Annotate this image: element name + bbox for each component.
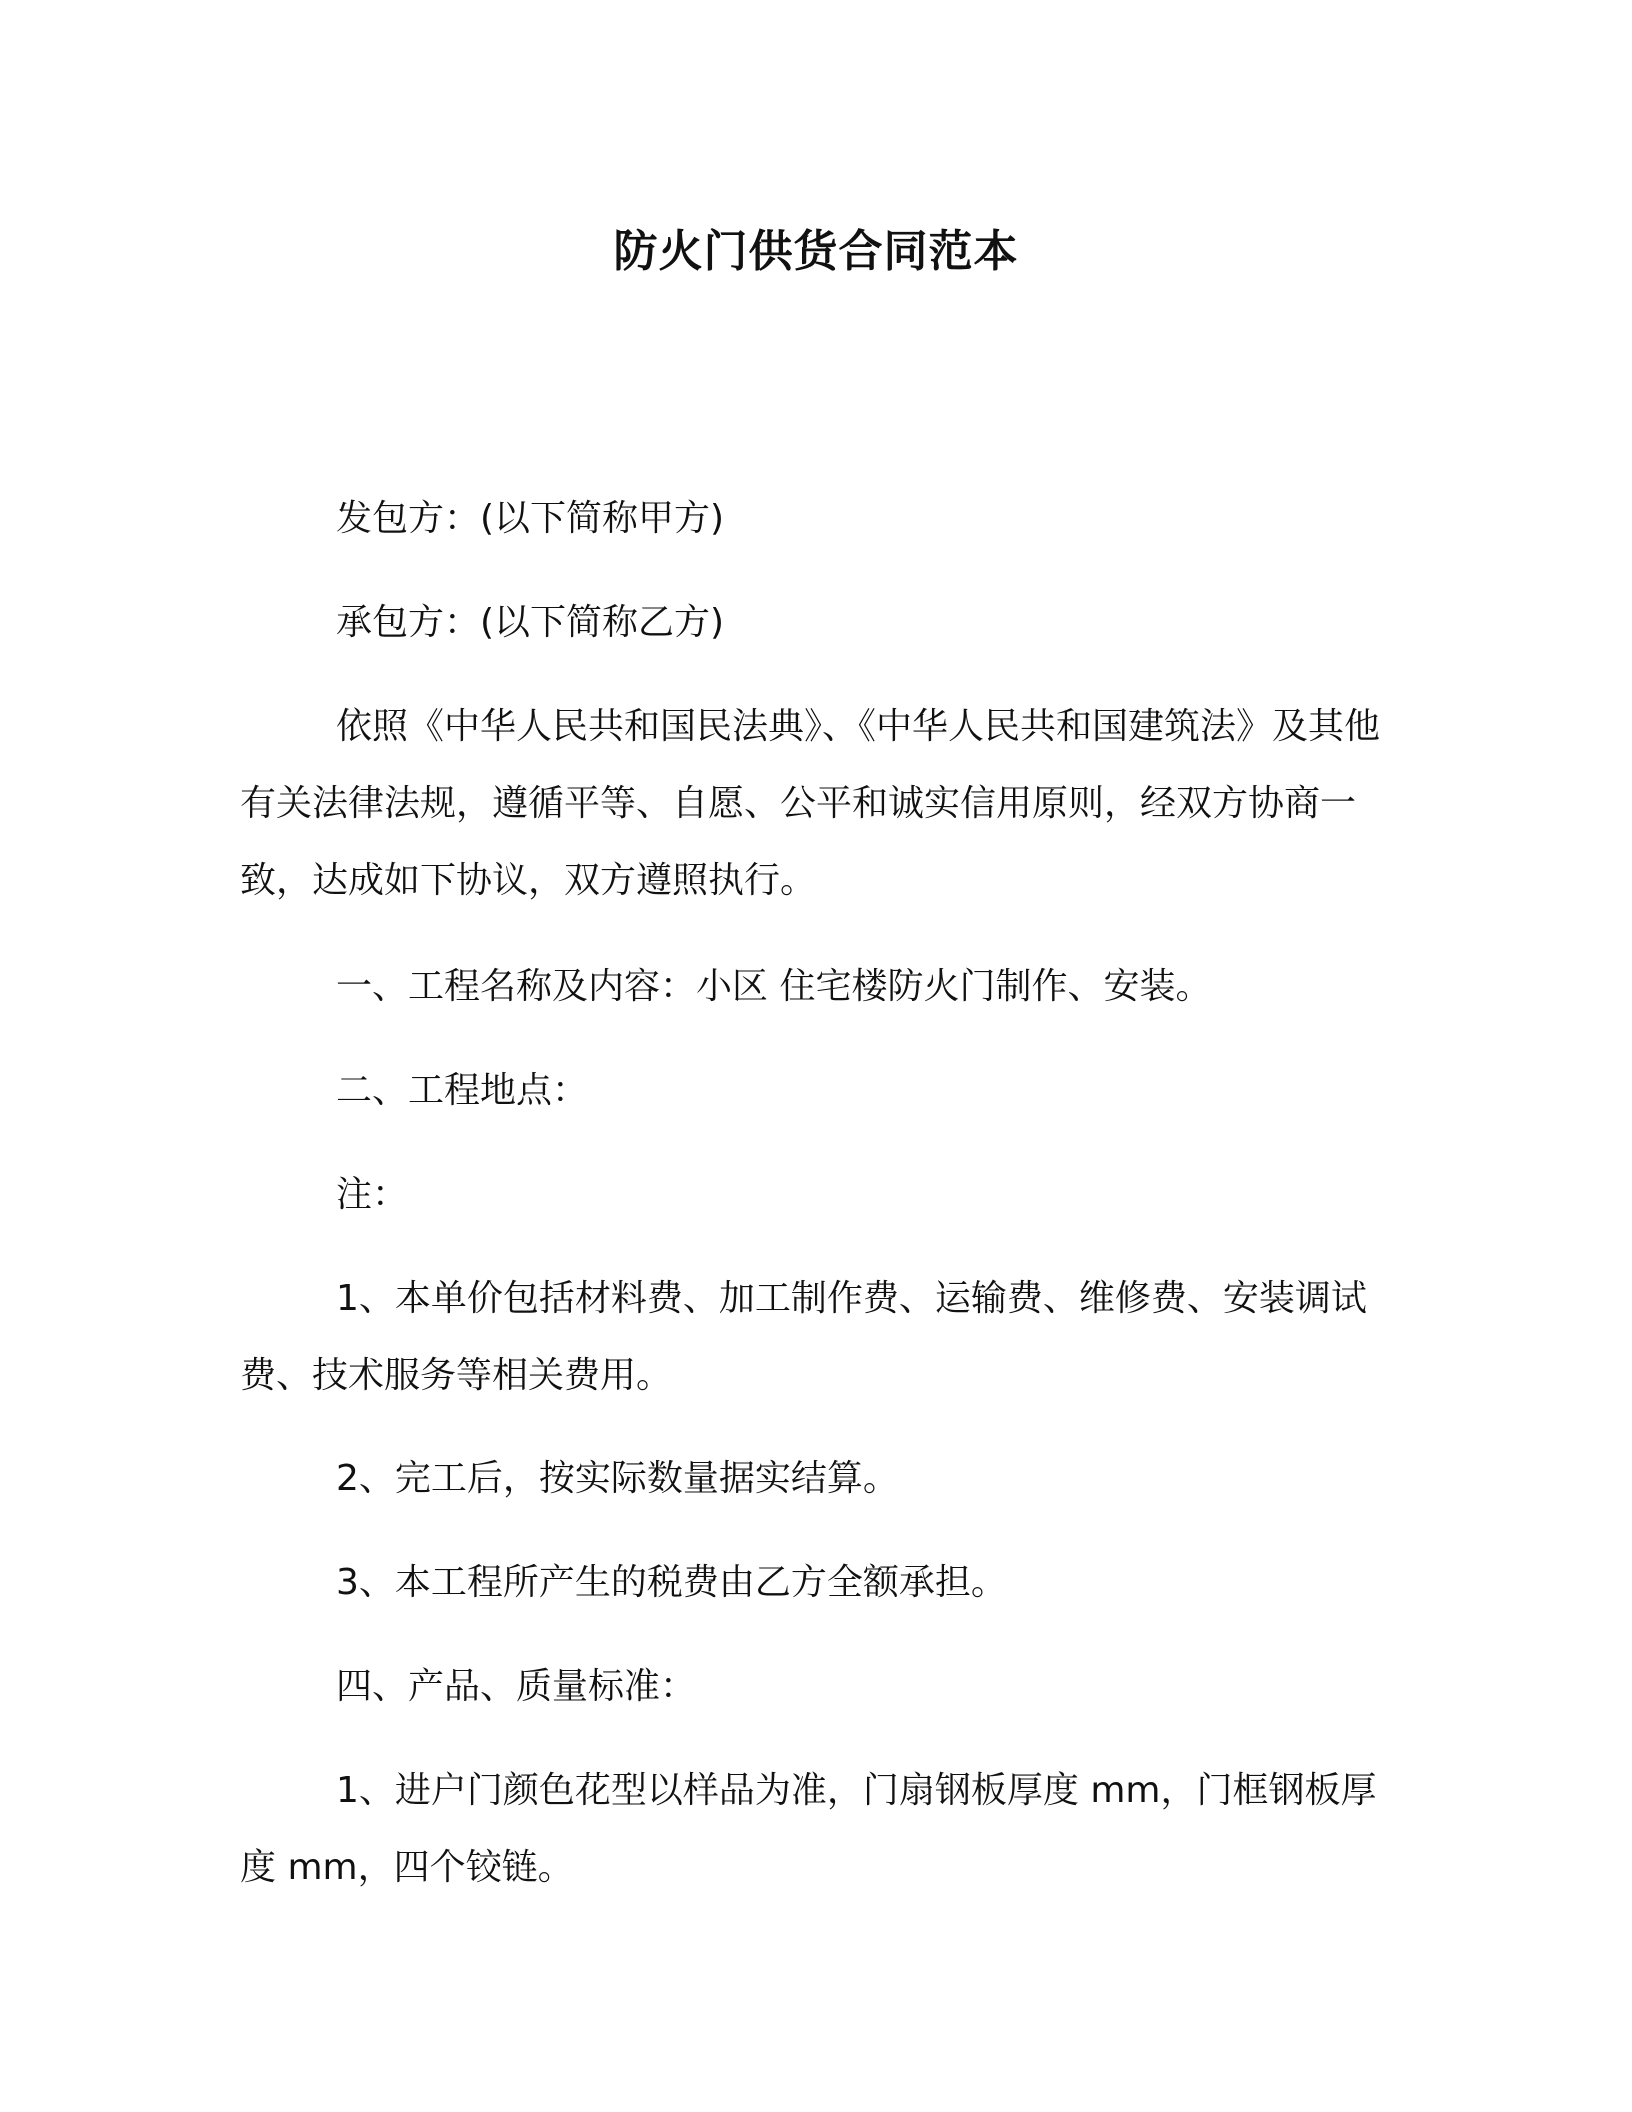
paragraph-section-2: 二、工程地点： [336, 1070, 589, 1111]
document-title: 防火门供货合同范本 [613, 226, 1019, 277]
paragraph-note-heading: 注： [336, 1174, 409, 1215]
paragraph-preamble: 依照《中华人民共和国民法典》、《中华人民共和国建筑法》及其他有关法律法规，遵循平等、自愿、公平和诚实信用原则，经双方协商一致，达成如下协议，双方遵照执行。 [240, 706, 1381, 901]
paragraph-note-1: 1、本单价包括材料费、加工制作费、运输费、维修费、安装调试费、技术服务等相关费用。 [240, 1278, 1367, 1396]
paragraph-quality-1: 1、进户门颜色花型以样品为准，门扇钢板厚度 mm，门框钢板厚度 mm，四个铰链。 [240, 1770, 1377, 1888]
paragraph-party-b: 承包方：(以下简称乙方) [336, 602, 725, 643]
paragraph-section-1: 一、工程名称及内容：小区 住宅楼防火门制作、安装。 [336, 966, 1212, 1007]
paragraph-note-2: 2、完工后，按实际数量据实结算。 [336, 1458, 899, 1499]
paragraph-section-4: 四、产品、质量标准： [336, 1666, 697, 1707]
paragraph-note-3: 3、本工程所产生的税费由乙方全额承担。 [336, 1562, 1007, 1603]
paragraph-party-a: 发包方：(以下简称甲方) [336, 498, 725, 539]
